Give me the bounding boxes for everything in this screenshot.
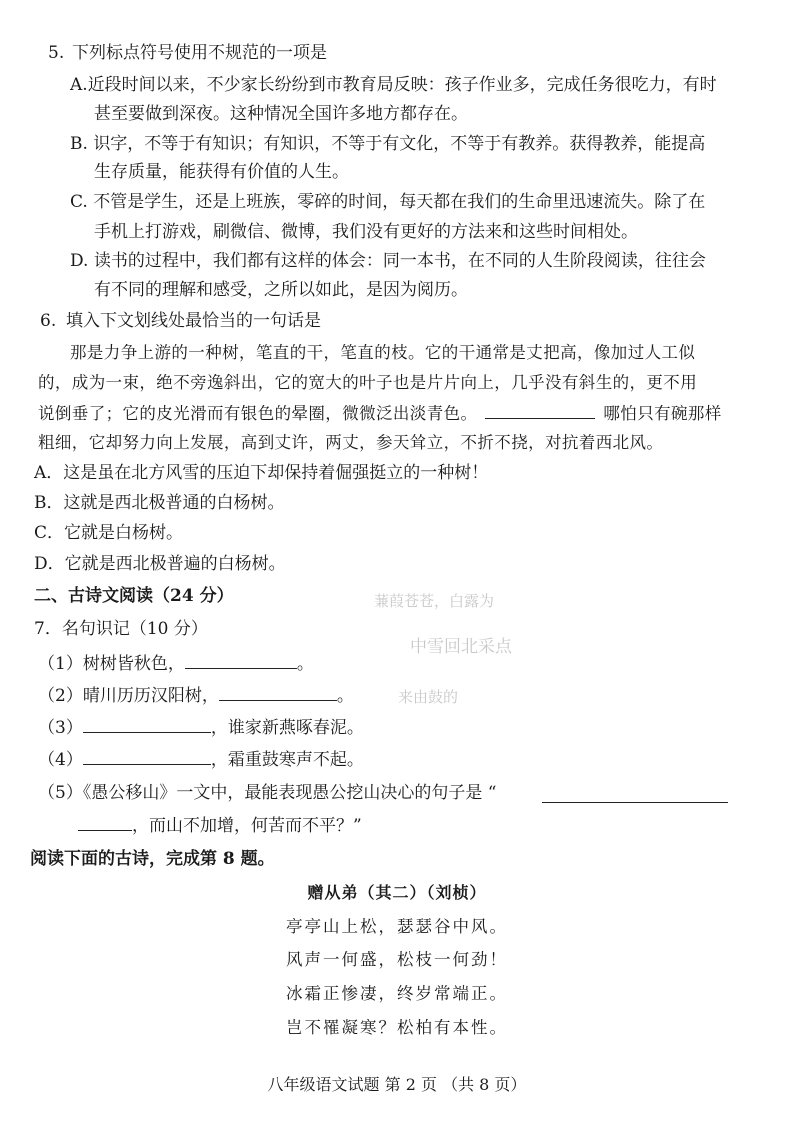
item-text: 。 (296, 654, 314, 674)
poem-title: 赠从弟（其二）（刘桢） (307, 883, 487, 902)
q7-title: 7．名句识记（10 分） (34, 619, 208, 639)
item-text: （3） (38, 718, 83, 738)
answer-blank (78, 814, 132, 831)
page-footer: 八年级语文试题 第 2 页 （共 8 页） (267, 1075, 527, 1094)
q7-item-2 (38, 684, 354, 707)
passage-text: 说倒垂了；它的皮光滑而有银色的晕圈，微微泛出淡青色。 (38, 404, 478, 423)
q5-option-b-cont: 生存质量，能获得有价值的人生。 (94, 162, 349, 182)
answer-blank (219, 684, 337, 701)
q6-passage-line: 粗细，它却努力向上发展，高到丈许，两丈，参天耸立，不折不挠，对抗着西北风。 (38, 433, 664, 452)
passage-blank (485, 402, 595, 419)
q6-option-c: C．它就是白杨树。 (34, 523, 184, 543)
q6-option-a: A．这是虽在北方风雪的压迫下却保持着倔强挺立的一种树！ (34, 463, 489, 483)
q6-passage-line (38, 402, 722, 425)
q5-option-d-cont: 有不同的理解和感受，之所以如此，是因为阅历。 (94, 280, 468, 300)
option-text: 识字，不等于有知识；有知识，不等于有文化，不等于有教养。获得教养，能提高 (93, 134, 706, 154)
item-text: ，霜重鼓寒声不起。 (210, 750, 364, 770)
q7-item-5 (38, 782, 496, 804)
option-text: 不管是学生，还是上班族，零碎的时间，每天都在我们的生命里迅速流失。除了在 (93, 192, 706, 212)
option-label: D. (70, 251, 89, 271)
answer-blank (185, 652, 297, 669)
q5-option-c (70, 191, 705, 213)
poem-line: 亭亭山上松，瑟瑟谷中风。 (286, 917, 508, 936)
passage-text: 哪怕只有碗那样 (603, 404, 722, 423)
q6-number: 6. (40, 311, 57, 331)
option-text: 读书的过程中，我们都有这样的体会：同一本书，在不同的人生阶段阅读，往往会 (93, 251, 706, 271)
q6-option-d: D．它就是西北极普遍的白杨树。 (34, 554, 286, 574)
reading-prompt: 阅读下面的古诗，完成第 8 题。 (30, 849, 275, 869)
q6-passage-line: 的，成为一束，绝不旁逸斜出，它的宽大的叶子也是片片向上，几乎没有斜生的，更不用 (38, 373, 698, 392)
option-label: A. (70, 75, 88, 95)
q5-option-d (70, 250, 706, 272)
item-text: （5）《愚公移山》一文中，最能表现愚公挖山决心的句子是 “ (38, 783, 497, 803)
q7-item-4 (38, 748, 364, 771)
answer-blank (542, 786, 728, 803)
section-heading: 二、古诗文阅读（24 分） (34, 586, 234, 606)
item-text: （2）晴川历历汉阳树， (38, 686, 219, 706)
poem-line: 冰霜正惨凄，终岁常端正。 (286, 984, 508, 1003)
answer-blank (83, 748, 211, 765)
q6-passage-line: 那是力争上游的一种树，笔直的干，笔直的枝。它的干通常是丈把高，像加过人工似 (70, 343, 696, 362)
item-text: ，而山不加增，何苦而不平？” (132, 816, 362, 836)
q7-item-3 (38, 716, 364, 739)
q5-number: 5. (48, 43, 65, 63)
item-text: ，谁家新燕啄春泥。 (210, 718, 364, 738)
q6-option-b: B．这就是西北极普通的白杨树。 (34, 493, 285, 513)
q5-option-b (70, 133, 705, 155)
item-text: （4） (38, 750, 83, 770)
item-text: （1）树树皆秋色， (38, 654, 185, 674)
option-text: 近段时间以来，不少家长纷纷到市教育局反映：孩子作业多，完成任务很吃力，有时 (87, 75, 717, 95)
q5-option-a (70, 74, 717, 96)
item-text: 。 (336, 686, 354, 706)
show-through-text: 中雪回北采点 (410, 637, 512, 657)
answer-blank (83, 716, 211, 733)
show-through-text: 蒹葭苍苍，白露为 (374, 592, 495, 610)
show-through-text: 来由鼓的 (398, 688, 459, 706)
q7-item-1 (38, 652, 314, 675)
q6-prompt: 填入下文划线处最恰当的一句话是 (66, 311, 321, 331)
option-label: C. (70, 192, 88, 212)
poem-line: 岂不罹凝寒？松柏有本性。 (286, 1018, 508, 1037)
q5-option-a-cont: 甚至要做到深夜。这种情况全国许多地方都存在。 (94, 104, 468, 124)
option-label: B. (70, 134, 88, 154)
q5-option-c-cont: 手机上打游戏，刷微信、微博，我们没有更好的方法来和这些时间相处。 (94, 222, 638, 242)
poem-line: 风声一何盛，松枝一何劲！ (286, 950, 508, 969)
q5-prompt: 下列标点符号使用不规范的一项是 (72, 43, 327, 63)
q7-item-5-cont (78, 814, 362, 837)
